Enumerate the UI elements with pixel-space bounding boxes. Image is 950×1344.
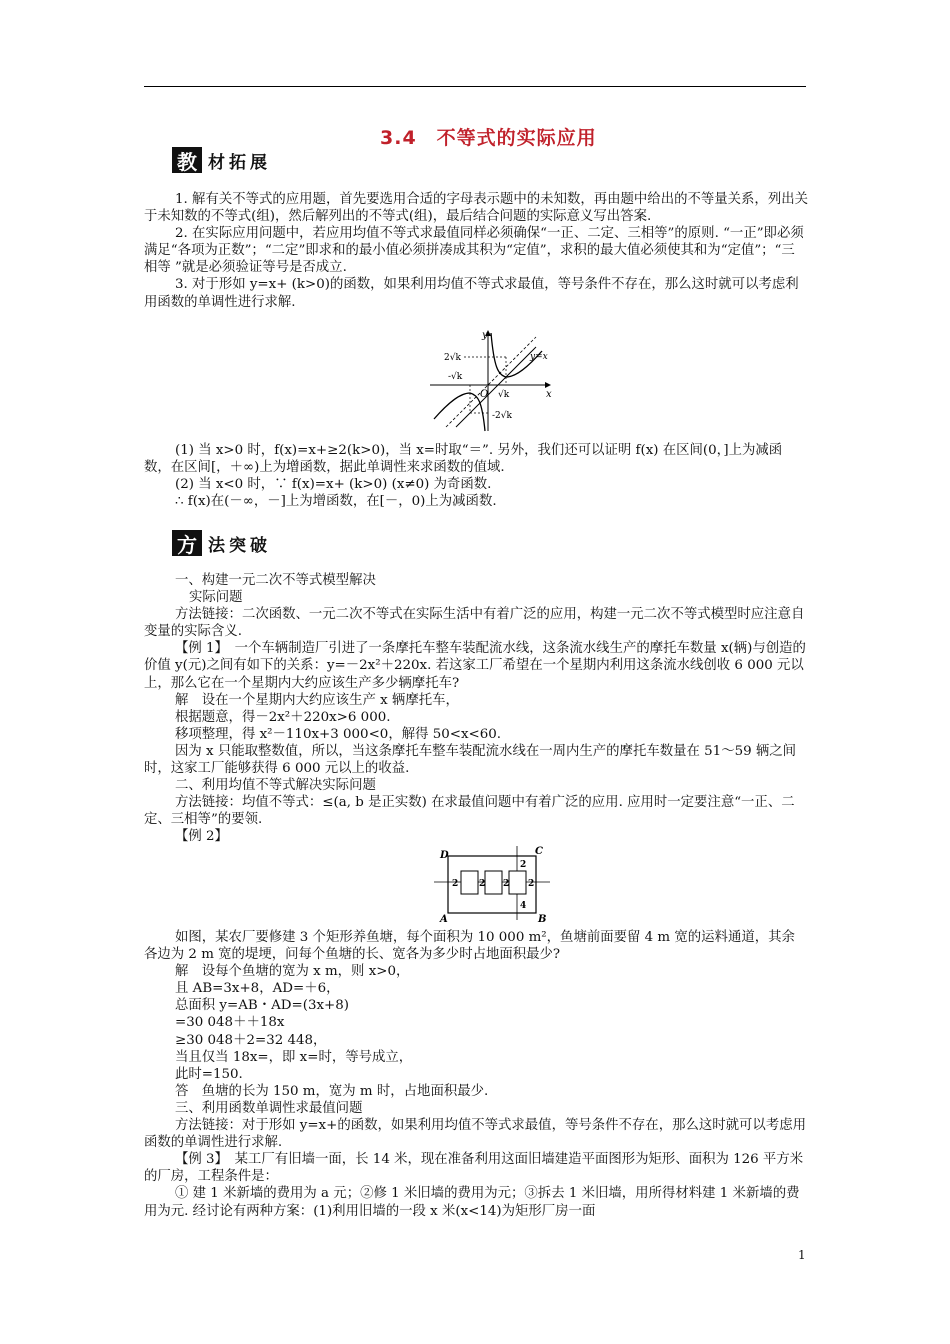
tick-label: -2√k — [492, 411, 512, 421]
section-heading-text: 材拓展 — [208, 152, 271, 173]
subsection-heading: 一、构建一元二次不等式模型解决 — [175, 573, 376, 588]
section-badge: 方 — [172, 530, 202, 556]
paragraph: 根据题意，得－2x²＋220x>6 000. — [175, 709, 391, 725]
paragraph: ≥30 048＋2=32 448， — [175, 1032, 327, 1048]
pond — [509, 871, 526, 894]
tick-label: -√k — [448, 372, 463, 382]
paragraph: 1. 解有关不等式的应用题，首先要选用合适的字母表示题中的未知数，再由题中给出的不等量关系，列出关于未知数的不等式(组)，然后解列出的不等式(组)，最后结合问题的实际意义写出答案. — [144, 192, 808, 225]
paragraph: 方法链接：对于形如 y=x+的函数，如果利用均值不等式求最值，等号条件不存在，那么这时就可以考虑用函数的单调性进行求解. — [144, 1118, 806, 1151]
tick-label: 2√k — [444, 353, 461, 363]
paragraph: ① 建 1 米新墙的费用为 a 元；②修 1 米旧墙的费用为元；③拆去 1 米旧墙，用所得材料建 1 米新墙的费用为元. 经讨论有两种方案：(1)利用旧墙的一段 x 米(x<14)为矩形厂房一面 — [144, 1186, 800, 1219]
page-title: 3.4 不等式的实际应用 — [380, 127, 597, 149]
section-badge: 教 — [172, 147, 202, 173]
pond — [485, 871, 502, 894]
paragraph: 方法链接：二次函数、一元二次不等式在实际生活中有着广泛的应用，构建一元二次不等式模型时应注意自变量的实际含义. — [144, 607, 805, 640]
example-1: 【例 1】 一个车辆制造厂引进了一条摩托车整车装配流水线，这条流水线生产的摩托车数量 x(辆)与创造的价值 y(元)之间有如下的关系：y=－2x²＋220x. 若这家工厂希望在一个星期内利用这条流水线创收 6 000 元以上，那么它在一个星期内大约应该生产多少辆摩托车? — [144, 641, 806, 691]
y-axis-label: y — [482, 330, 488, 341]
paragraph: 当且仅当 18x=，即 x=时，等号成立， — [175, 1049, 413, 1065]
line-label: y=x — [530, 352, 548, 362]
paragraph: (1) 当 x>0 时，f(x)=x+≥2(k>0)，当 x=时取“＝”. 另外，我们还可以证明 f(x) 在区间(0，]上为减函数，在区间[，＋∞)上为增函数，据此单调性来求函数的值域. — [144, 443, 783, 476]
paragraph: 解 设每个鱼塘的宽为 x m，则 x>0， — [175, 964, 410, 980]
width-label: 2 — [528, 879, 535, 889]
section-heading-text: 法突破 — [208, 535, 271, 556]
corner-label: B — [538, 914, 547, 924]
asymptote — [446, 337, 536, 427]
paragraph: 此时=150. — [175, 1066, 243, 1082]
width-label: 2 — [479, 879, 486, 889]
paragraph: ∴ f(x)在(－∞，－]上为增函数，在[－，0)上为减函数. — [175, 494, 497, 510]
example-3: 【例 3】 某工厂有旧墙一面，长 14 米，现在准备利用这面旧墙建造平面图形为矩形、面积为 126 平方米的厂房，工程条件是： — [144, 1152, 804, 1185]
paragraph: =30 048＋＋18x — [175, 1015, 285, 1031]
width-label: 2 — [503, 879, 510, 889]
section-heading-textbook-extension — [172, 146, 271, 174]
corner-label: D — [440, 850, 449, 861]
paragraph: (2) 当 x<0 时，∵ f(x)=x+ (k>0) (x≠0) 为奇函数. — [175, 477, 492, 493]
pond — [461, 871, 478, 894]
section-heading-method-breakthrough — [172, 529, 271, 557]
method-part-one — [144, 572, 808, 846]
x-axis-label: x — [546, 389, 552, 400]
paragraph: 方法链接：均值不等式：≤(a, b 是正实数) 在求最值问题中有着广泛的应用. 应用时一定要注意“一正、二定、三相等”的要领. — [144, 795, 795, 828]
paragraph: 总面积 y=AB・AD=(3x+8) — [175, 998, 349, 1014]
paragraph: 2. 在实际应用问题中，若应用均值不等式求最值同样必须确保“一正、二定、三相等”的原则. “一正”即必须满足“各项为正数”；“二定”即求和的最小值必须拼凑成其积为“定值”，求积的最大值必须使其和为“定值”；“三相等 ”就是必须验证等号是否成立. — [144, 226, 804, 276]
width-label: 2 — [452, 879, 459, 889]
paragraph: 如图，某农厂要修建 3 个矩形养鱼塘，每个面积为 10 000 m²，鱼塘前面要留 4 m 宽的运料通道，其余各边为 2 m 宽的堤埂，问每个鱼塘的长、宽各为多少时占地面积最少? — [144, 930, 795, 963]
graph-explanation — [144, 442, 808, 510]
paragraph: 移项整理，得 x²－110x+3 000<0，解得 50<x<60. — [175, 726, 502, 742]
subsection-heading: 实际问题 — [189, 590, 243, 606]
top-margin-label: 2 — [520, 860, 527, 870]
origin-label: O — [480, 389, 489, 400]
paragraph: 因为 x 只能取整数值，所以，当这条摩托车整车装配流水线在一周内生产的摩托车数量在 51～59 辆之间时，这家工厂能够获得 6 000 元以上的收益. — [144, 743, 797, 777]
page-number: 1 — [798, 1248, 806, 1262]
fishpond-diagram — [432, 842, 552, 924]
curve-left-branch — [434, 393, 485, 431]
intro-paragraphs — [144, 191, 808, 311]
function-graph — [424, 327, 560, 435]
method-part-two — [144, 929, 808, 1220]
subsection-heading: 三、利用函数单调性求最值问题 — [175, 1100, 363, 1116]
bottom-margin-label: 4 — [520, 901, 527, 911]
example-2-label: 【例 2】 — [175, 829, 228, 845]
paragraph: 答 鱼塘的长为 150 m，宽为 m 时，占地面积最少. — [175, 1083, 489, 1099]
corner-label: C — [535, 846, 543, 857]
paragraph: 解 设在一个星期内大约应该生产 x 辆摩托车， — [175, 692, 459, 708]
paragraph: 且 AB=3x+8，AD=＋6， — [175, 981, 340, 997]
header-rule — [144, 86, 806, 87]
subsection-heading: 二、利用均值不等式解决实际问题 — [175, 778, 376, 794]
corner-label: A — [440, 914, 448, 924]
paragraph: 3. 对于形如 y=x+ (k>0)的函数，如果利用均值不等式求最值，等号条件不存在，那么这时就可以考虑利用函数的单调性进行求解. — [144, 277, 799, 310]
tick-label: √k — [498, 390, 510, 400]
